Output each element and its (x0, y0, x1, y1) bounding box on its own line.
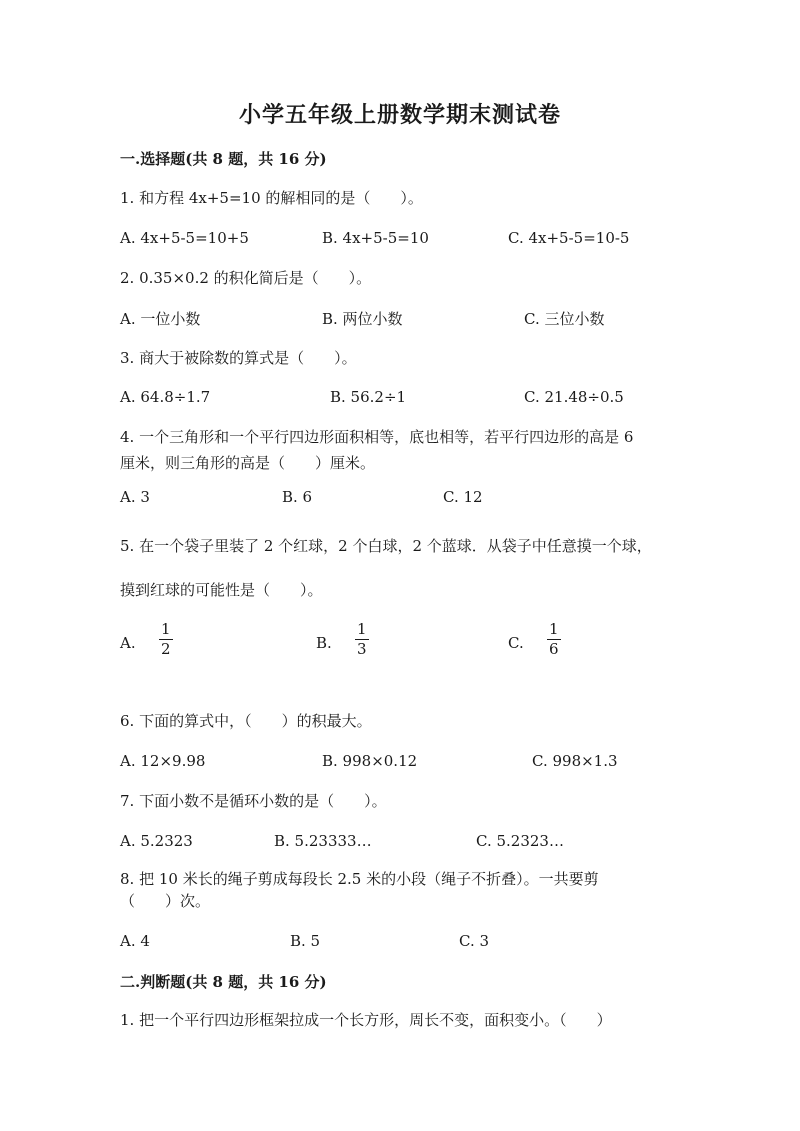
fraction-denominator: 6 (549, 640, 559, 658)
question-3: 3. 商大于被除数的算式是（ ）。 (120, 349, 357, 367)
question-6-option-b[interactable]: B. 998×0.12 (322, 752, 418, 770)
question-7-option-a[interactable]: A. 5.2323 (120, 832, 193, 850)
question-1-option-a[interactable]: A. 4x+5-5=10+5 (120, 229, 249, 247)
question-8-option-b[interactable]: B. 5 (290, 932, 321, 950)
question-5-line-1: 5. 在一个袋子里装了 2 个红球，2 个白球，2 个蓝球．从袋子中任意摸一个球， (120, 537, 652, 555)
fraction-one-half (158, 621, 174, 657)
question-2-option-a[interactable]: A. 一位小数 (120, 310, 201, 328)
question-1-option-c[interactable]: C. 4x+5-5=10-5 (508, 229, 630, 247)
question-4-option-a[interactable]: A. 3 (120, 488, 150, 506)
question-7-option-c[interactable]: C. 5.2323… (476, 832, 564, 850)
question-2: 2. 0.35×0.2 的积化简后是（ ）。 (120, 269, 372, 287)
fraction-one-third (354, 621, 370, 657)
question-2-option-b[interactable]: B. 两位小数 (322, 310, 403, 328)
question-6-option-a[interactable]: A. 12×9.98 (120, 752, 206, 770)
question-8 (120, 868, 680, 912)
option-label: A. (120, 634, 136, 652)
question-6-option-c[interactable]: C. 998×1.3 (532, 752, 618, 770)
question-3-option-c[interactable]: C. 21.48÷0.5 (524, 388, 624, 406)
judgement-question-1: 1. 把一个平行四边形框架拉成一个长方形，周长不变，面积变小。（ ） (120, 1011, 612, 1029)
question-4-option-b[interactable]: B. 6 (282, 488, 313, 506)
question-1: 1. 和方程 4x+5=10 的解相同的是（ ）。 (120, 189, 423, 207)
option-label: C. (508, 634, 524, 652)
fraction-numerator: 1 (161, 620, 171, 638)
fraction-denominator: 3 (357, 640, 367, 658)
fraction-denominator: 2 (161, 640, 171, 658)
question-4-line-1: 4. 一个三角形和一个平行四边形面积相等，底也相等，若平行四边形的高是 6 (120, 428, 634, 446)
question-8-line-1: 8. 把 10 米长的绳子剪成每段长 2.5 米的小段（绳子不折叠）。一共要剪 (120, 870, 599, 888)
question-4 (120, 424, 680, 476)
question-4-option-c[interactable]: C. 12 (443, 488, 483, 506)
question-3-option-b[interactable]: B. 56.2÷1 (330, 388, 407, 406)
question-4-line-2: 厘米，则三角形的高是（ ）厘米。 (120, 454, 376, 472)
question-1-option-b[interactable]: B. 4x+5-5=10 (322, 229, 429, 247)
question-7-option-b[interactable]: B. 5.23333… (274, 832, 372, 850)
section-heading-choice: 一.选择题(共 8 题，共 16 分) (120, 150, 327, 168)
page-title: 小学五年级上册数学期末测试卷 (238, 102, 561, 128)
question-6: 6. 下面的算式中，（ ）的积最大。 (120, 712, 372, 730)
fraction-numerator: 1 (357, 620, 367, 638)
question-2-option-c[interactable]: C. 三位小数 (524, 310, 605, 328)
question-8-line-2: （ ）次。 (120, 892, 211, 910)
question-3-option-a[interactable]: A. 64.8÷1.7 (120, 388, 211, 406)
fraction-one-sixth (546, 621, 562, 657)
section-heading-judgement: 二.判断题(共 8 题，共 16 分) (120, 973, 327, 991)
question-5 (120, 524, 680, 612)
question-8-option-c[interactable]: C. 3 (459, 932, 490, 950)
question-7: 7. 下面小数不是循环小数的是（ ）。 (120, 792, 387, 810)
fraction-numerator: 1 (549, 620, 559, 638)
question-5-line-2: 摸到红球的可能性是（ ）。 (120, 581, 323, 599)
option-label: B. (316, 634, 332, 652)
question-8-option-a[interactable]: A. 4 (120, 932, 150, 950)
